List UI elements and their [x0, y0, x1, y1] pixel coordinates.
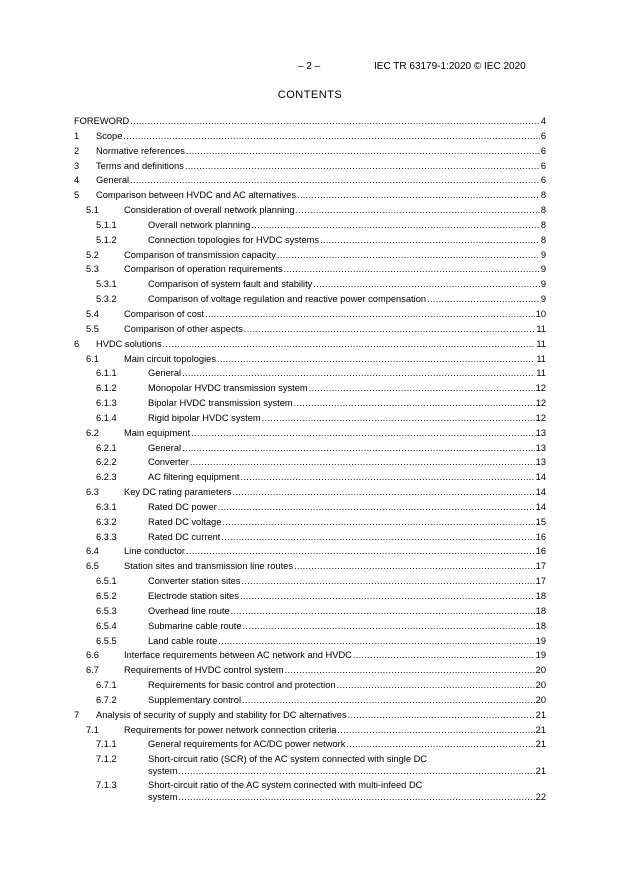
- toc-entry-title: General: [148, 368, 182, 379]
- toc-entry-title: Main equipment: [124, 427, 191, 438]
- dot-leader: [190, 455, 535, 470]
- toc-entry-title: Requirements of HVDC control system: [124, 665, 284, 676]
- toc-entry-page: 16: [535, 531, 546, 542]
- toc-entry[interactable]: [74, 441, 546, 456]
- toc-entry-title: Bipolar HVDC transmission system: [148, 398, 293, 409]
- toc-entry[interactable]: [74, 411, 546, 426]
- toc-entry-page: 8: [540, 219, 546, 230]
- toc-entry[interactable]: [74, 648, 546, 663]
- toc-entry-number: 6.2.1: [96, 442, 117, 453]
- toc-entry-number: 6.7.2: [96, 694, 117, 705]
- dot-leader: [242, 574, 535, 589]
- toc-entry[interactable]: [74, 693, 546, 708]
- dot-leader: [186, 144, 540, 159]
- toc-entry-number: 6.5.3: [96, 605, 117, 616]
- toc-entry-number: 6.1.3: [96, 398, 117, 409]
- toc-entry-page: 14: [535, 487, 546, 498]
- toc-entry-number: 5.2: [86, 249, 99, 260]
- toc-entry-number: 5.3.1: [96, 279, 117, 290]
- toc-entry-page: 11: [536, 368, 546, 379]
- toc-entry[interactable]: [74, 337, 546, 352]
- toc-entry-title: Comparison of transmission capacity: [124, 249, 276, 260]
- toc-entry-title: Rated DC current: [148, 531, 221, 542]
- dot-leader: [346, 737, 534, 752]
- toc-entry[interactable]: [74, 752, 546, 778]
- toc-entry-number: 6.5.4: [96, 620, 117, 631]
- toc-entry-title: Requirements for power network connection criteria: [124, 724, 337, 735]
- dot-leader: [337, 678, 535, 693]
- toc-entry[interactable]: [74, 500, 546, 515]
- dot-leader: [221, 530, 534, 545]
- toc-entry[interactable]: [74, 203, 546, 218]
- dot-leader: [244, 322, 535, 337]
- dot-leader: [232, 485, 534, 500]
- toc-entry-title: Comparison between HVDC and AC alternatives: [96, 190, 296, 201]
- toc-entry-title: FOREWORD: [74, 116, 130, 126]
- toc-entry[interactable]: [74, 708, 546, 723]
- toc-entry-page: 9: [540, 294, 546, 305]
- toc-entry-page: 17: [535, 576, 546, 587]
- toc-entry-page: 19: [535, 650, 546, 661]
- dot-leader: [182, 441, 535, 456]
- toc-entry-title: Station sites and transmission line routes: [124, 561, 293, 572]
- toc-entry[interactable]: [74, 663, 546, 678]
- toc-entry[interactable]: [74, 678, 546, 693]
- toc-entry[interactable]: [74, 426, 546, 441]
- toc-entry-page: 12: [535, 398, 546, 409]
- standard-reference: IEC TR 63179-1:2020 © IEC 2020: [374, 61, 526, 72]
- toc-entry-title: Analysis of security of supply and stability for DC alternatives: [96, 709, 347, 720]
- toc-entry[interactable]: [74, 233, 546, 248]
- toc-entry-page: 18: [535, 591, 546, 601]
- dot-leader: [284, 262, 540, 277]
- dot-leader: [178, 791, 534, 803]
- toc-entry[interactable]: [74, 515, 546, 530]
- dot-leader: [218, 500, 535, 515]
- toc-entry-number: 6.3.2: [96, 516, 117, 527]
- toc-entry-page: 21: [535, 724, 546, 735]
- toc-entry-title: Main circuit topologies: [124, 353, 216, 364]
- toc-entry-page: 18: [535, 605, 546, 616]
- toc-entry-number: 6.1.1: [96, 368, 117, 379]
- toc-entry-number: 6: [74, 338, 80, 349]
- toc-entry-page: 8: [540, 205, 546, 216]
- toc-entry-number: 5.3: [86, 264, 99, 275]
- dot-leader: [313, 277, 540, 292]
- toc-entry[interactable]: [74, 307, 546, 322]
- toc-entry-title: Comparison of cost: [124, 308, 205, 319]
- dot-leader: [123, 129, 539, 144]
- toc-entry-number: 6.1.4: [96, 412, 117, 423]
- toc-entry-number: 6.3.1: [96, 501, 117, 512]
- toc-entry-number: 6.2: [86, 427, 99, 438]
- dot-leader: [191, 426, 535, 441]
- toc-entry-page: 18: [535, 620, 546, 631]
- toc-entry[interactable]: [74, 470, 546, 485]
- dot-leader: [294, 396, 535, 411]
- toc-entry[interactable]: [74, 322, 546, 337]
- toc-entry-number: 6.6: [86, 650, 99, 661]
- toc-entry-title: AC filtering equipment: [148, 472, 240, 483]
- toc-entry-number: 5.1.1: [96, 219, 117, 230]
- toc-entry-number: 7.1.1: [96, 739, 117, 750]
- toc-entry-page: 14: [535, 472, 546, 483]
- toc-entry-number: 7.1.2: [96, 754, 117, 765]
- toc-entry-title: Submarine cable route: [148, 620, 242, 631]
- dot-leader: [185, 159, 540, 174]
- toc-entry[interactable]: [74, 381, 546, 396]
- dot-leader: [242, 693, 535, 708]
- toc-entry-title: Normative references: [96, 145, 185, 156]
- toc-entry-title: Short-circuit ratio (SCR) of the AC system connected with single DC: [148, 754, 428, 765]
- dot-leader: [251, 218, 540, 233]
- toc-entry-number: 5.3.2: [96, 294, 117, 305]
- toc-entry[interactable]: [74, 292, 546, 307]
- toc-entry-number: 7.1.3: [96, 780, 117, 791]
- dot-leader: [277, 248, 540, 263]
- dot-leader: [294, 559, 535, 574]
- toc-entry[interactable]: [74, 188, 546, 203]
- toc-entry[interactable]: [74, 723, 546, 738]
- toc-entry-title: Overhead line route: [148, 605, 230, 616]
- toc-entry-title: Key DC rating parameters: [124, 487, 232, 498]
- toc-entry[interactable]: [74, 277, 546, 292]
- toc-entry-page: 17: [535, 561, 546, 572]
- toc-entry[interactable]: [74, 737, 546, 752]
- toc-entry-title: Terms and definitions: [96, 160, 184, 171]
- toc-entry-page: 9: [540, 249, 546, 260]
- toc-entry-page: 14: [535, 501, 546, 512]
- table-of-contents: [74, 114, 546, 804]
- toc-entry-page: 13: [535, 442, 546, 453]
- dot-leader: [240, 589, 535, 604]
- dot-leader: [186, 544, 535, 559]
- toc-entry-title-continued: system: [148, 766, 178, 777]
- dot-leader: [205, 307, 535, 322]
- toc-entry-number: 5.1.2: [96, 234, 117, 245]
- toc-entry[interactable]: [74, 619, 546, 634]
- toc-entry[interactable]: [74, 604, 546, 619]
- toc-entry-number: 5.5: [86, 323, 99, 334]
- dot-leader: [222, 515, 534, 530]
- toc-entry-title: Comparison of system fault and stability: [148, 279, 313, 290]
- toc-entry[interactable]: [74, 114, 546, 129]
- toc-entry-title: Comparison of other aspects: [124, 323, 243, 334]
- dot-leader: [285, 663, 535, 678]
- toc-entry-title-continued: system: [148, 792, 178, 803]
- toc-entry-number: 6.5: [86, 561, 99, 572]
- toc-entry[interactable]: [74, 129, 546, 144]
- toc-entry-title: Electrode station sites: [148, 591, 239, 601]
- dot-leader: [130, 114, 540, 129]
- toc-entry[interactable]: [74, 455, 546, 470]
- toc-entry-page: 10: [535, 308, 546, 319]
- toc-entry-page: 21: [535, 766, 546, 777]
- toc-entry-number: 6.7: [86, 665, 99, 676]
- dot-leader: [163, 337, 536, 352]
- toc-entry-title: Requirements for basic control and protection: [148, 680, 336, 691]
- toc-entry[interactable]: [74, 559, 546, 574]
- toc-entry-page: 15: [535, 516, 546, 527]
- dot-leader: [231, 604, 535, 619]
- dot-leader: [217, 352, 535, 367]
- toc-entry-number: 4: [74, 175, 80, 186]
- toc-entry-title: Converter: [148, 457, 189, 468]
- dot-leader: [427, 292, 540, 307]
- toc-entry-page: 4: [540, 116, 546, 126]
- toc-entry-title: Comparison of operation requirements: [124, 264, 283, 275]
- toc-entry-title: Connection topologies for HVDC systems: [148, 234, 320, 245]
- toc-entry-number: 6.3: [86, 487, 99, 498]
- dot-leader: [130, 173, 540, 188]
- toc-entry-page: 9: [540, 264, 546, 275]
- toc-entry-page: 20: [535, 694, 546, 705]
- toc-entry-title: General: [148, 442, 182, 453]
- toc-entry-page: 8: [540, 190, 546, 201]
- toc-entry-title: Rated DC voltage: [148, 516, 222, 527]
- dot-leader: [337, 723, 534, 738]
- page-title: CONTENTS: [277, 89, 343, 101]
- toc-entry-title: Supplementary control: [148, 694, 242, 705]
- toc-entry-title: Short-circuit ratio of the AC system connected with multi-infeed DC: [148, 780, 423, 791]
- toc-entry-number: 6.1.2: [96, 383, 117, 394]
- dot-leader: [353, 648, 535, 663]
- toc-entry-page: 21: [535, 739, 546, 750]
- toc-entry-page: 19: [535, 635, 546, 646]
- toc-entry-title: Scope: [96, 130, 123, 141]
- toc-entry-number: 6.5.5: [96, 635, 117, 646]
- toc-entry-number: 6.7.1: [96, 680, 117, 691]
- toc-entry-number: 3: [74, 160, 80, 171]
- dot-leader: [243, 619, 535, 634]
- dot-leader: [240, 470, 534, 485]
- toc-entry-title: General requirements for AC/DC power network: [148, 739, 346, 750]
- toc-entry-page: 12: [535, 412, 546, 423]
- toc-entry[interactable]: [74, 396, 546, 411]
- toc-entry-page: 20: [535, 680, 546, 691]
- toc-entry-page: 6: [540, 175, 546, 186]
- toc-entry-title: Comparison of voltage regulation and reactive power compensation: [148, 294, 427, 305]
- dot-leader: [262, 411, 535, 426]
- dot-leader: [320, 233, 540, 248]
- toc-entry-number: 7.1: [86, 724, 99, 735]
- toc-entry-number: 5.1: [86, 205, 99, 216]
- toc-entry-number: 6.5.1: [96, 576, 117, 587]
- toc-entry-page: 22: [535, 792, 546, 803]
- toc-entry-number: 6.1: [86, 353, 99, 364]
- toc-entry-title: Land cable route: [148, 635, 218, 646]
- toc-entry[interactable]: [74, 574, 546, 589]
- toc-entry[interactable]: [74, 159, 546, 174]
- dot-leader: [297, 188, 540, 203]
- dot-leader: [348, 708, 535, 723]
- toc-entry-page: 21: [535, 709, 546, 720]
- toc-entry-page: 6: [540, 160, 546, 171]
- toc-entry-page: 6: [540, 145, 546, 156]
- toc-entry-title: General: [96, 175, 130, 186]
- toc-entry-page: 11: [536, 323, 546, 334]
- toc-entry-page: 20: [535, 665, 546, 676]
- dot-leader: [182, 366, 535, 381]
- toc-entry-number: 2: [74, 145, 80, 156]
- dot-leader: [218, 634, 534, 649]
- dot-leader: [296, 203, 540, 218]
- toc-entry[interactable]: [74, 262, 546, 277]
- toc-entry-title: Rated DC power: [148, 501, 217, 512]
- toc-entry[interactable]: [74, 778, 546, 804]
- toc-entry[interactable]: [74, 485, 546, 500]
- toc-entry-number: 6.4: [86, 546, 99, 557]
- toc-entry[interactable]: [74, 544, 546, 559]
- toc-entry-title: Rigid bipolar HVDC system: [148, 412, 261, 423]
- toc-entry-number: 5: [74, 190, 80, 201]
- toc-entry[interactable]: [74, 144, 546, 159]
- toc-entry-number: 1: [74, 130, 80, 141]
- toc-entry-number: 6.2.2: [96, 457, 117, 468]
- toc-entry-page: 9: [540, 279, 546, 290]
- page-number: – 2 –: [298, 61, 321, 72]
- toc-entry-title: Interface requirements between AC network and HVDC: [124, 650, 352, 661]
- toc-entry[interactable]: [74, 248, 546, 263]
- toc-entry[interactable]: [74, 589, 546, 604]
- toc-entry-number: 6.5.2: [96, 591, 117, 601]
- toc-entry-page: 13: [535, 457, 546, 468]
- toc-entry-page: 6: [540, 130, 546, 141]
- toc-entry[interactable]: [74, 218, 546, 233]
- toc-entry-title: Line conductor: [124, 546, 185, 557]
- toc-entry-number: 6.3.3: [96, 531, 117, 542]
- toc-entry-title: Overall network planning: [148, 219, 251, 230]
- toc-entry[interactable]: [74, 530, 546, 545]
- toc-entry-number: 5.4: [86, 308, 99, 319]
- toc-entry[interactable]: [74, 634, 546, 649]
- dot-leader: [309, 381, 535, 396]
- toc-entry-page: 13: [535, 427, 546, 438]
- toc-entry-number: 7: [74, 709, 80, 720]
- toc-entry-number: 6.2.3: [96, 472, 117, 483]
- toc-entry-title: Converter station sites: [148, 576, 241, 587]
- toc-entry-title: HVDC solutions: [96, 338, 162, 349]
- dot-leader: [178, 765, 534, 777]
- toc-entry[interactable]: [74, 173, 546, 188]
- toc-entry-page: 11: [536, 353, 546, 364]
- toc-entry-page: 12: [535, 383, 546, 394]
- toc-entry-page: 8: [540, 234, 546, 245]
- toc-entry-page: 16: [535, 546, 546, 557]
- toc-entry-title: Consideration of overall network planning: [124, 205, 295, 216]
- toc-entry-title: Monopolar HVDC transmission system: [148, 383, 308, 394]
- toc-entry[interactable]: [74, 352, 546, 367]
- toc-entry-page: 11: [536, 338, 546, 349]
- toc-entry[interactable]: [74, 366, 546, 381]
